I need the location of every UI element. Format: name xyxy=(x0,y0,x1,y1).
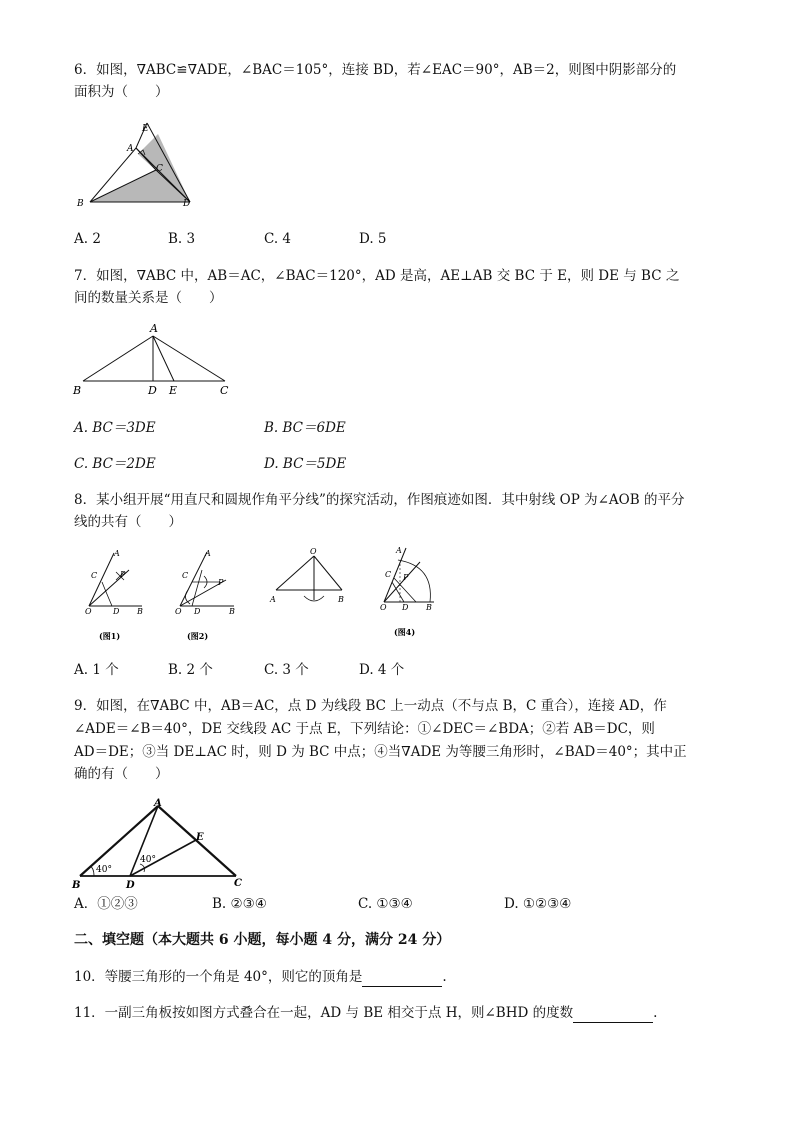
q8-stem-line2: 线的共有（ ） xyxy=(74,514,182,530)
q7-stem-line2: 间的数量关系是（ ） xyxy=(74,290,223,306)
q8-figure-2 xyxy=(174,548,244,643)
q9-label-e: E xyxy=(196,832,204,843)
q8-fig4-label-p: P xyxy=(403,573,409,582)
q10-answer-blank[interactable] xyxy=(362,972,442,987)
q8-figure-3 xyxy=(264,546,354,614)
q8-option-a[interactable]: A. 1 个 xyxy=(74,662,119,678)
q8-fig2-label-b: B xyxy=(229,607,235,616)
q9-label-a: A xyxy=(154,798,162,809)
q8-fig1-label-c: C xyxy=(91,571,98,580)
q8-fig4-label-b: B xyxy=(426,603,432,612)
q9-stem-line4: 确的有（ ） xyxy=(74,766,169,782)
q9-option-a[interactable]: A．①②③ xyxy=(74,896,138,912)
q8-fig4-label-c: C xyxy=(385,570,392,579)
q7-label-a: A xyxy=(150,322,158,335)
q7-stem-line1: 7．如图，∇ABC 中，AB＝AC，∠BAC＝120°，AD 是高，AE⊥AB 交 BC 于 E，则 DE 与 BC 之 xyxy=(74,268,680,284)
q9-figure xyxy=(70,796,255,891)
q8-option-b[interactable]: B. 2 个 xyxy=(168,662,213,678)
q8-fig2-label-c: C xyxy=(182,571,189,580)
q7-figure xyxy=(70,318,240,398)
q7-option-b[interactable]: B. BC＝6DE xyxy=(264,420,346,436)
q9-label-b: B xyxy=(72,880,81,891)
q9-angle-d: 40° xyxy=(140,855,156,865)
q6-label-d: D xyxy=(183,199,191,209)
q8-figure-4 xyxy=(376,544,446,639)
q11-answer-blank[interactable] xyxy=(573,1008,653,1023)
q6-label-a: A xyxy=(127,144,134,154)
q8-fig4-label-a: A xyxy=(396,546,402,555)
q7-option-a[interactable]: A. BC＝3DE xyxy=(74,420,156,436)
q9-label-c: C xyxy=(234,878,242,889)
q10-stem xyxy=(74,967,447,987)
q8-fig1-label-d: D xyxy=(113,607,120,616)
q8-fig1-label-o: O xyxy=(85,607,92,616)
q8-fig2-label-p: P xyxy=(218,578,224,587)
q8-fig1-label-a: A xyxy=(114,549,120,558)
q8-fig2-label-d: D xyxy=(194,607,201,616)
q8-fig2-caption: (图2) xyxy=(187,631,209,641)
q8-fig4-label-o: O xyxy=(380,603,387,612)
q7-label-d: D xyxy=(148,384,157,397)
q11-end: . xyxy=(653,1005,658,1021)
q7-label-b: B xyxy=(73,384,82,397)
q8-fig3-label-a: A xyxy=(270,595,276,604)
q8-option-c[interactable]: C. 3 个 xyxy=(264,662,309,678)
q7-option-c[interactable]: C. BC＝2DE xyxy=(74,456,156,472)
q9-stem-line3: AD＝DE；③当 DE⊥AC 时，则 D 为 BC 中点；④当∇ADE 为等腰三角形时，∠BAD＝40°；其中正 xyxy=(74,744,687,760)
q9-stem-line1: 9．如图，在∇ABC 中，AB＝AC，点 D 为线段 BC 上一动点（不与点 B，C 重合），连接 AD，作 xyxy=(74,698,667,714)
q8-option-d[interactable]: D. 4 个 xyxy=(359,662,405,678)
q6-stem-line2: 面积为（ ） xyxy=(74,84,169,100)
q8-fig2-label-a: A xyxy=(205,549,211,558)
q8-fig1-label-p: P xyxy=(120,570,126,579)
q6-label-b: B xyxy=(77,199,84,209)
q6-figure xyxy=(70,118,200,213)
q6-option-a[interactable]: A. 2 xyxy=(74,231,101,247)
q6-option-d[interactable]: D. 5 xyxy=(359,231,387,247)
q6-label-c: C xyxy=(156,164,163,174)
q7-label-c: C xyxy=(220,384,229,397)
q6-option-b[interactable]: B. 3 xyxy=(168,231,196,247)
q6-stem-line1: 6．如图，∇ABC≌∇ADE，∠BAC＝105°，连接 BD，若∠EAC＝90°，AB＝2，则图中阴影部分的 xyxy=(74,62,677,78)
q8-stem-line1: 8．某小组开展“用直尺和圆规作角平分线”的探究活动，作图痕迹如图．其中射线 OP 为∠AOB 的平分 xyxy=(74,492,685,508)
q7-label-e: E xyxy=(169,384,178,397)
q8-fig2-label-o: O xyxy=(175,607,182,616)
q9-option-b[interactable]: B. ②③④ xyxy=(212,896,267,912)
q6-option-c[interactable]: C. 4 xyxy=(264,231,292,247)
q8-fig4-label-d: D xyxy=(402,603,409,612)
q9-option-c[interactable]: C. ①③④ xyxy=(358,896,413,912)
q8-figure-1 xyxy=(84,548,154,643)
q8-fig3-label-b: B xyxy=(338,595,344,604)
q9-angle-b: 40° xyxy=(96,865,112,875)
q8-fig1-caption: (图1) xyxy=(99,631,121,641)
q8-fig4-caption: (图4) xyxy=(394,627,416,637)
q8-fig3-label-o: O xyxy=(310,547,317,556)
q10-end: . xyxy=(442,969,447,985)
q11-stem xyxy=(74,1003,657,1023)
q6-label-e: E xyxy=(142,124,149,134)
q9-label-d: D xyxy=(126,880,135,891)
section-heading-fill-in: 二、填空题（本大题共 6 小题，每小题 4 分，满分 24 分） xyxy=(74,932,451,948)
q9-stem-line2: ∠ADE＝∠B＝40°，DE 交线段 AC 于点 E，下列结论：①∠DEC＝∠BDA；②若 AB＝DC，则 xyxy=(74,721,655,737)
q9-option-d[interactable]: D. ①②③④ xyxy=(504,896,572,912)
q11-text: 11．一副三角板按如图方式叠合在一起，AD 与 BE 相交于点 H，则∠BHD 的度数 xyxy=(74,1005,574,1021)
q7-option-d[interactable]: D. BC＝5DE xyxy=(264,456,347,472)
q10-text: 10．等腰三角形的一个角是 40°，则它的顶角是 xyxy=(74,969,363,985)
q8-fig1-label-b: B xyxy=(137,607,143,616)
